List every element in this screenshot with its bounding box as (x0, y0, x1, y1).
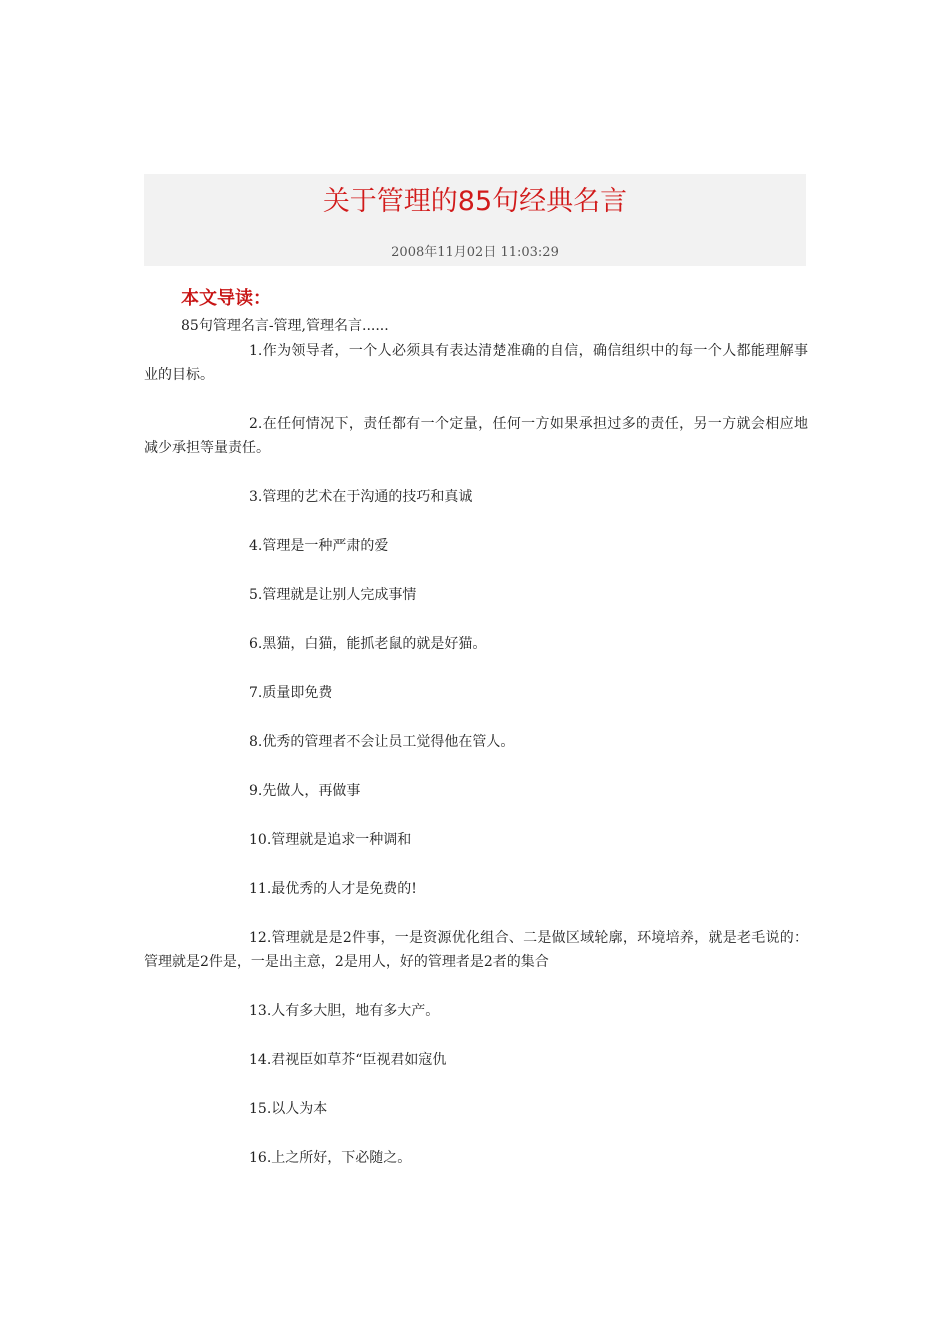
quote-item: 5.管理就是让别人完成事情 (249, 587, 417, 603)
quote-item: 1.作为领导者，一个人必须具有表达清楚准确的自信，确信组织中的每一个人都能理解事业的目标。 (144, 343, 808, 383)
quote-item: 13.人有多大胆，地有多大产。 (249, 1003, 440, 1019)
quote-item: 14.君视臣如草芥“臣视君如寇仇 (249, 1052, 447, 1068)
quote-item: 3.管理的艺术在于沟通的技巧和真诚 (249, 489, 473, 505)
quote-item: 10.管理就是追求一种调和 (249, 832, 412, 848)
quote-item: 2.在任何情况下，责任都有一个定量，任何一方如果承担过多的责任，另一方就会相应地减少承担等量责任。 (144, 416, 808, 456)
quote-item: 4.管理是一种严肃的爱 (249, 538, 389, 554)
quote-item: 11.最优秀的人才是免费的! (249, 881, 417, 897)
quote-item: 9.先做人，再做事 (249, 783, 361, 799)
quote-item: 12.管理就是是2件事，一是资源优化组合、二是做区域轮廓，环境培养，就是老毛说的：管理就是2件是，一是出主意，2是用人，好的管理者是2者的集合 (144, 930, 808, 970)
intro-summary: 85句管理名言-管理,管理名言...... (181, 318, 389, 334)
quote-item: 16.上之所好，下必随之。 (249, 1150, 412, 1166)
article-header (144, 174, 806, 266)
quote-list (144, 339, 808, 1195)
quote-item: 6.黑猫，白猫，能抓老鼠的就是好猫。 (249, 636, 487, 652)
quote-item: 15.以人为本 (249, 1101, 328, 1117)
publish-datetime: 2008年11月02日 11:03:29 (391, 245, 559, 260)
quote-item: 7.质量即免费 (249, 685, 333, 701)
page-title: 关于管理的85句经典名言 (322, 186, 628, 217)
intro-heading: 本文导读： (181, 288, 271, 309)
quote-item: 8.优秀的管理者不会让员工觉得他在管人。 (249, 734, 515, 750)
